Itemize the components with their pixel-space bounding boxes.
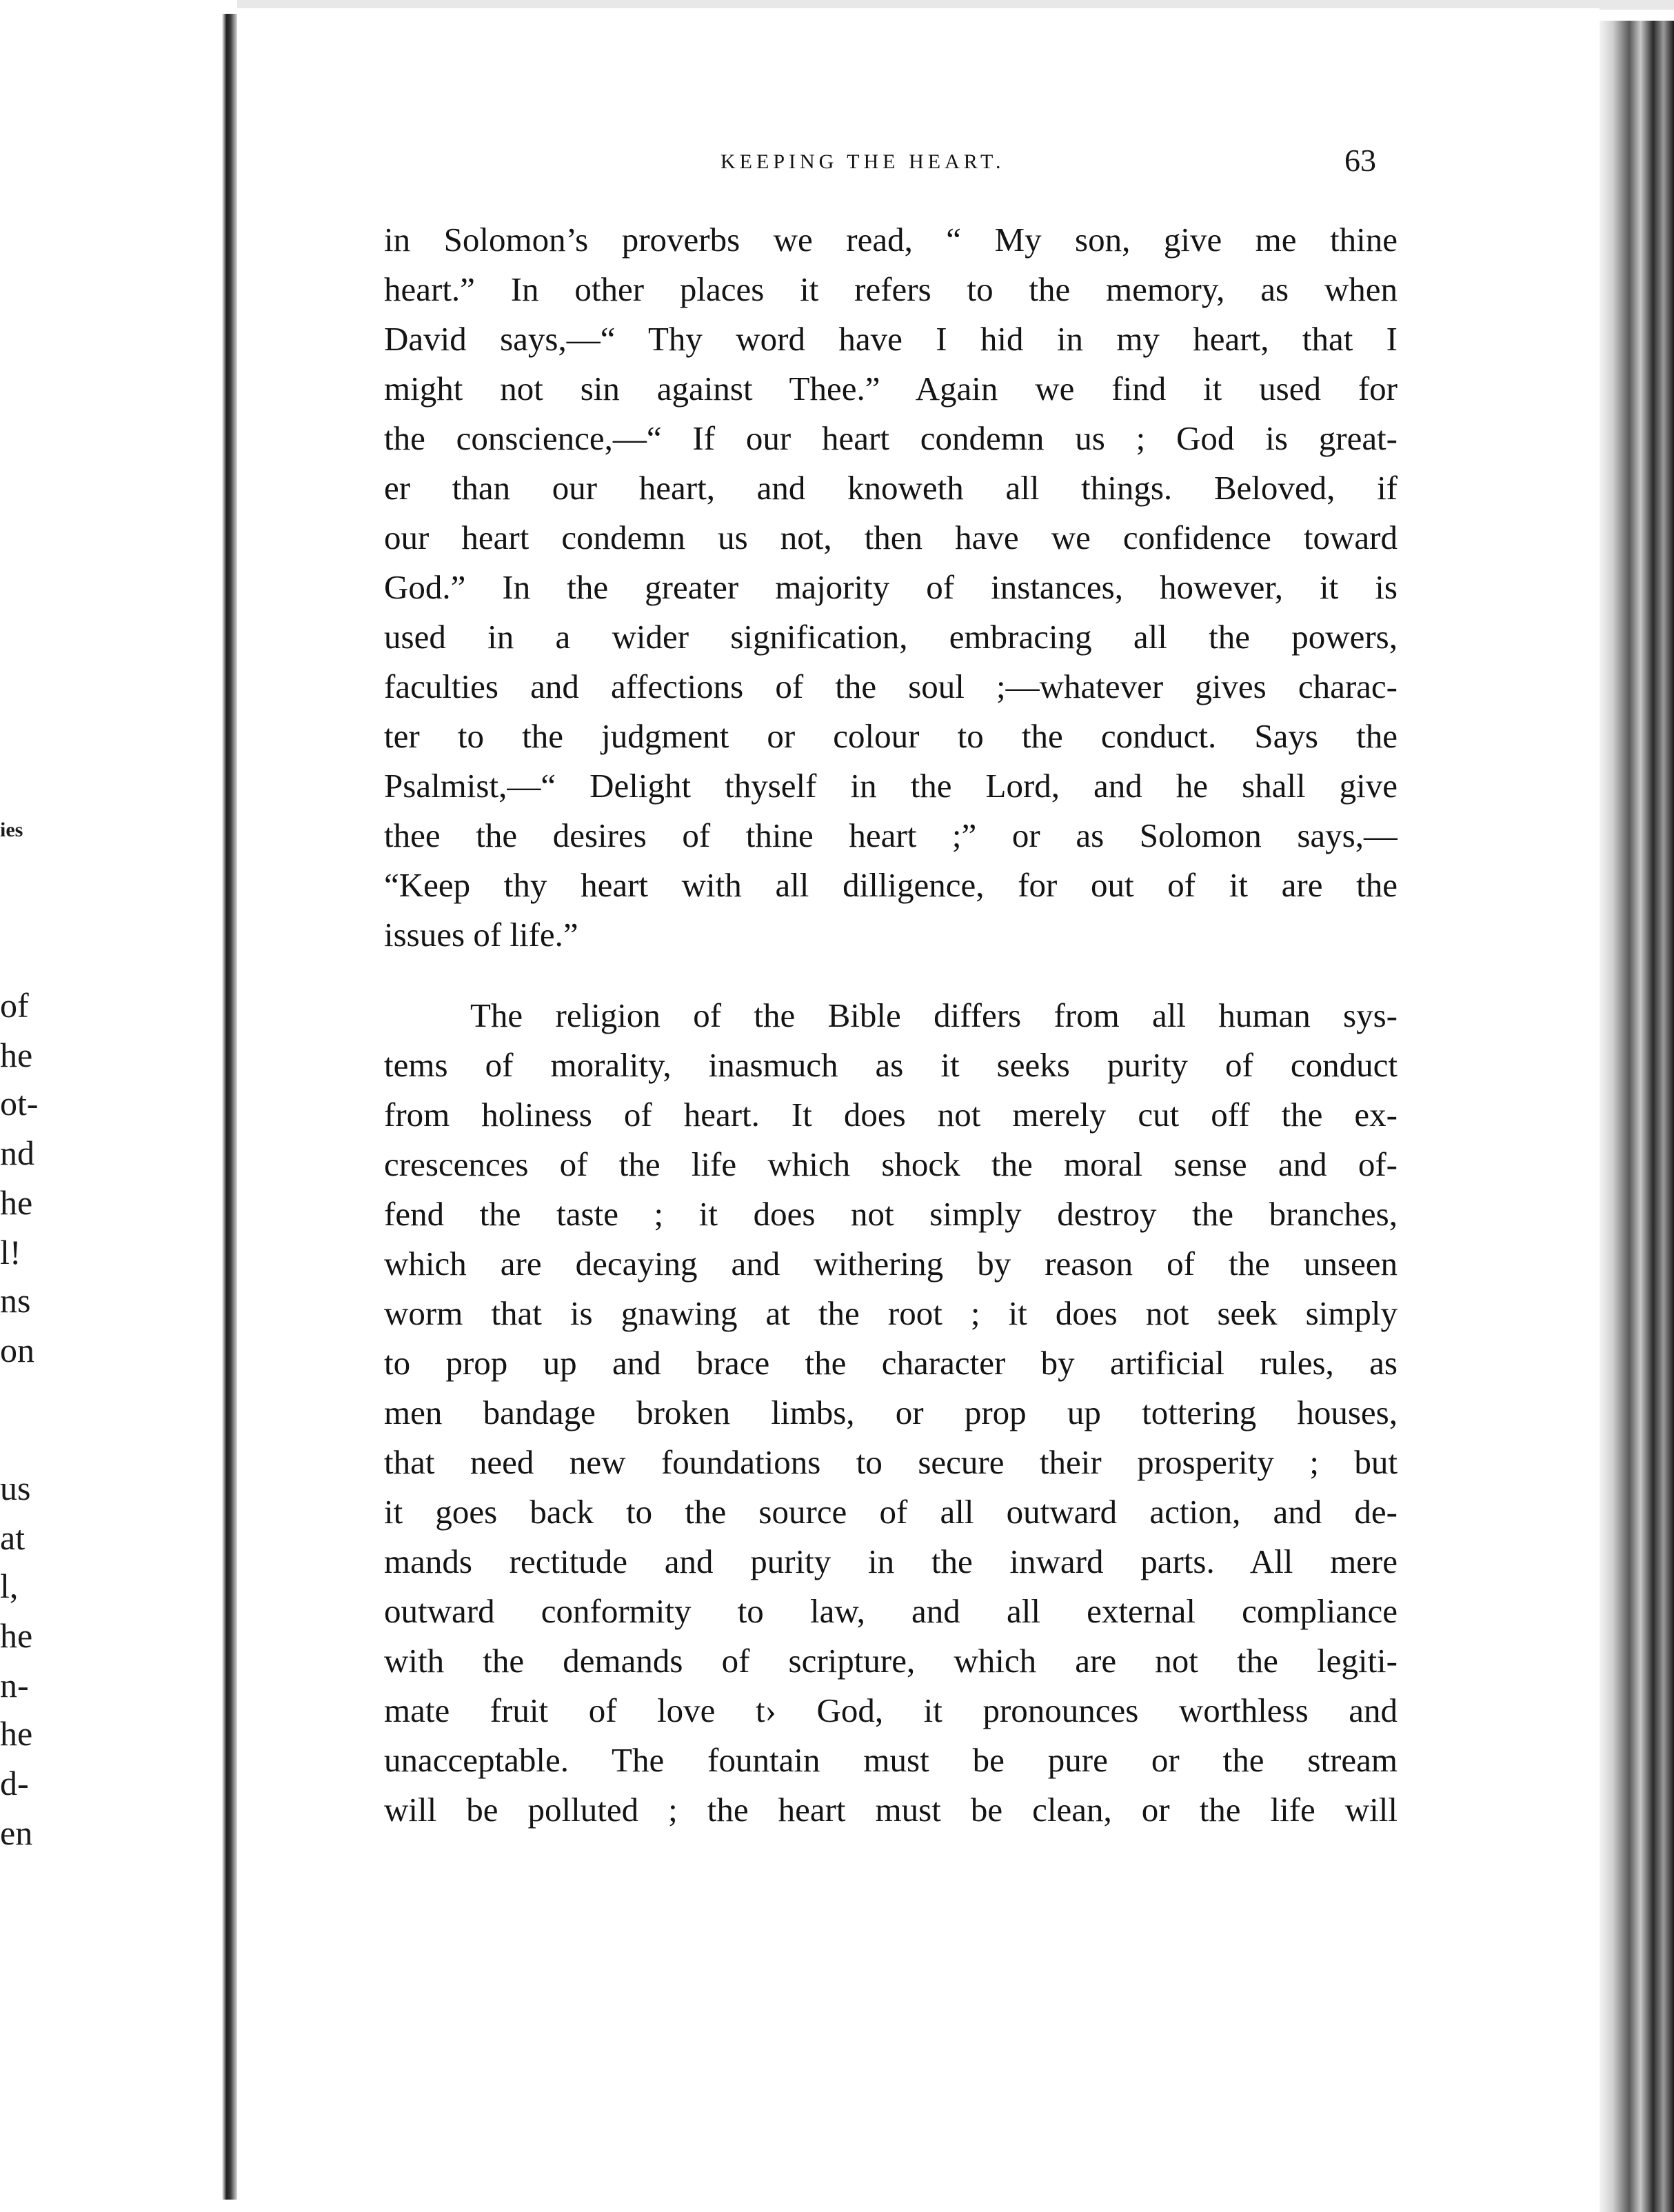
left-page-fragment: on: [0, 1331, 34, 1369]
text-line: issues of life.”: [384, 916, 578, 954]
text-line: “Keep thy heart with all dilligence, for out of it are the: [384, 866, 1398, 904]
text-line: fend the taste ; it does not simply destroy the branches,: [384, 1195, 1398, 1233]
left-page-fragment: n-: [0, 1666, 29, 1705]
left-page-fragment: l,: [0, 1567, 19, 1605]
text-line: will be polluted ; the heart must be clean, or the life will: [384, 1791, 1398, 1829]
left-page-fragment: d-: [0, 1764, 29, 1802]
paragraph-1: [384, 215, 1398, 960]
text-line: it goes back to the source of all outward action, and de-: [384, 1493, 1398, 1531]
left-page-fragment: he: [0, 1036, 33, 1074]
text-line: to prop up and brace the character by artificial rules, as: [384, 1344, 1398, 1382]
left-page-fragment: at: [0, 1518, 26, 1557]
text-line: worm that is gnawing at the root ; it does not seek simply: [384, 1294, 1398, 1332]
text-line: ter to the judgment or colour to the conduct. Says the: [384, 717, 1398, 755]
left-page-fragment: of: [0, 986, 29, 1025]
text-line: crescences of the life which shock the moral sense and of-: [384, 1145, 1398, 1183]
left-page-fragment: ot-: [0, 1084, 39, 1123]
text-line: which are decaying and withering by reason of the unseen: [384, 1245, 1398, 1283]
text-line: God.” In the greater majority of instances, however, it is: [384, 568, 1398, 606]
paragraph-2: [384, 991, 1398, 1835]
text-line: mands rectitude and purity in the inward parts. All mere: [384, 1542, 1398, 1580]
book-gutter: [222, 14, 237, 2200]
text-line: men bandage broken limbs, or prop up tottering houses,: [384, 1394, 1398, 1431]
text-line: our heart condemn us not, then have we confidence toward: [384, 519, 1398, 556]
text-line: er than our heart, and knoweth all things. Beloved, if: [384, 469, 1398, 507]
running-head: KEEPING THE HEART.: [720, 150, 1005, 173]
text-line: that need new foundations to secure their prosperity ; but: [384, 1443, 1398, 1481]
text-line: heart.” In other places it refers to the memory, as when: [384, 270, 1398, 308]
text-line: mate fruit of love t› God, it pronounces worthless and: [384, 1691, 1398, 1729]
text-line: from holiness of heart. It does not merely cut off the ex-: [384, 1096, 1398, 1134]
text-line: David says,—“ Thy word have I hid in my heart, that I: [384, 320, 1398, 358]
text-line: the conscience,—“ If our heart condemn us ; God is great-: [384, 419, 1398, 457]
left-page-fragment: he: [0, 1183, 33, 1222]
text-line: might not sin against Thee.” Again we find it used for: [384, 370, 1398, 408]
body-text: [384, 215, 1398, 1835]
text-line: unacceptable. The fountain must be pure or the stream: [384, 1741, 1398, 1779]
text-line: with the demands of scripture, which are not the legiti-: [384, 1642, 1398, 1680]
text-line: tems of morality, inasmuch as it seeks purity of conduct: [384, 1046, 1398, 1084]
text-line: outward conformity to law, and all external compliance: [384, 1592, 1398, 1630]
text-line: Psalmist,—“ Delight thyself in the Lord, and he shall give: [384, 767, 1398, 805]
left-page-fragment: l!: [0, 1233, 21, 1271]
book-fore-edge: [1600, 21, 1674, 2212]
left-page-fragment: ies: [0, 818, 23, 841]
text-line: The religion of the Bible differs from all human sys-: [470, 996, 1398, 1034]
text-line: used in a wider signification, embracing all the powers,: [384, 618, 1398, 656]
left-page-fragment: nd: [0, 1134, 34, 1172]
text-line: faculties and affections of the soul ;—whatever gives charac-: [384, 667, 1398, 705]
left-page-fragment: en: [0, 1813, 33, 1852]
text-line: thee the desires of thine heart ;” or as Solomon says,—: [384, 816, 1398, 854]
left-page-fragment: he: [0, 1714, 33, 1753]
left-page-edge: [0, 0, 228, 2212]
left-page-fragment: us: [0, 1469, 31, 1507]
left-page-fragment: he: [0, 1616, 33, 1655]
left-page-fragment: ns: [0, 1281, 31, 1320]
page-number: 63: [1344, 143, 1376, 178]
text-line: in Solomon’s proverbs we read, “ My son, give me thine: [384, 221, 1398, 259]
paragraph-gap: [384, 960, 1398, 991]
